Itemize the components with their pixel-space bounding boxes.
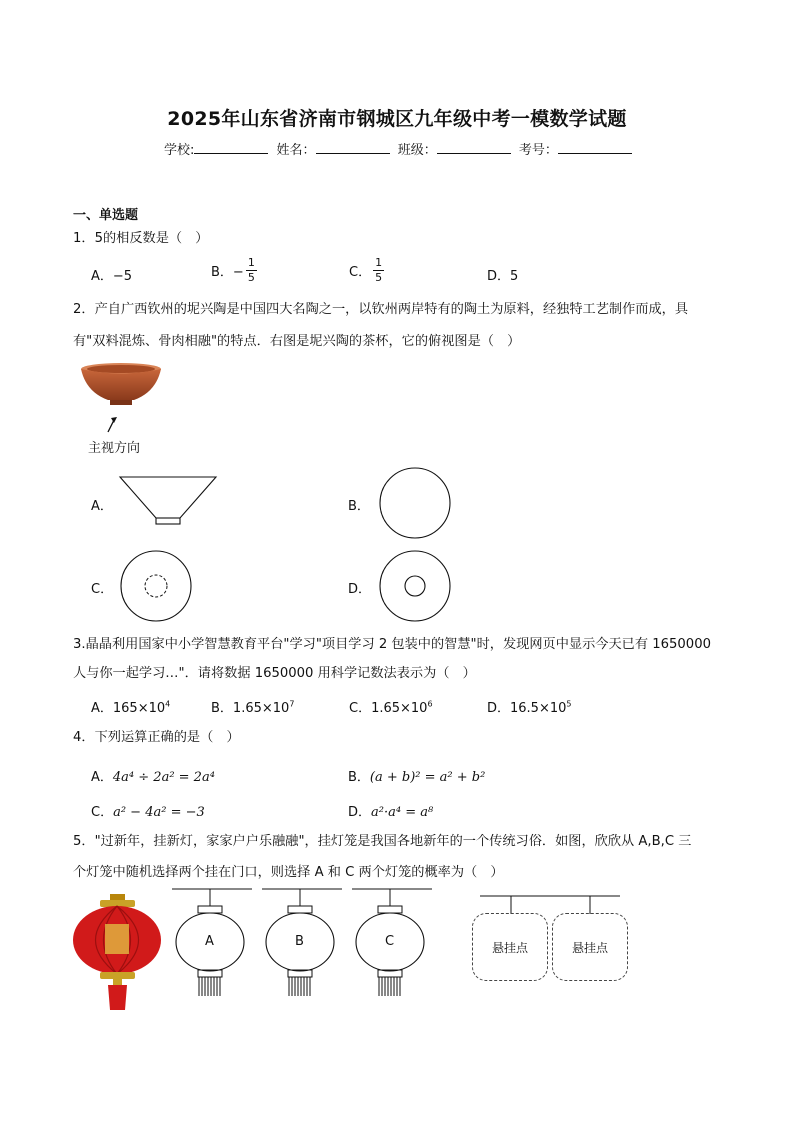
page-title: 2025年山东省济南市钢城区九年级中考一模数学试题 <box>167 108 627 130</box>
lantern-b-label: B <box>295 934 304 949</box>
q4-option-b: B．(a + b)² = a² + b² <box>348 770 486 785</box>
q2-option-a: A． <box>91 499 113 514</box>
school-blank <box>194 141 268 154</box>
section-heading: 一、单选题 <box>73 208 139 223</box>
q5-line2: 个灯笼中随机选择两个挂在门口，则选择 A 和 C 两个灯笼的概率为（ ） <box>73 865 504 880</box>
q2-line1: 2．产自广西钦州的坭兴陶是中国四大名陶之一，以钦州两岸特有的陶土为原料，经独特工艺制作而成，具 <box>73 302 689 317</box>
view-direction-label: 主视方向 <box>88 441 141 456</box>
q1-option-c: C． $\frac{1}{5}$ <box>349 256 383 284</box>
q3-option-a: A．$165\times 10^4$ <box>91 699 171 716</box>
red-lantern-image <box>70 892 165 1014</box>
q2-option-b: B． <box>348 499 370 514</box>
name-blank <box>316 141 390 154</box>
option-a-trapezoid-figure <box>118 474 220 530</box>
q2-option-c: C． <box>91 582 114 597</box>
hanging-point-1: 悬挂点 <box>472 913 548 981</box>
lantern-a-label: A <box>205 934 214 949</box>
q2-option-d: D． <box>348 582 372 597</box>
q3-option-d: D．$16.5\times 10^5$ <box>487 699 572 716</box>
exam-no-label: 考号： <box>518 143 558 158</box>
q3-option-b: B．$1.65\times 10^7$ <box>211 699 295 716</box>
q4-option-c: C．a² − 4a² = −3 <box>91 805 205 820</box>
class-blank <box>437 141 511 154</box>
q1-stem: 1．5的相反数是（ ） <box>73 231 209 246</box>
q3-line1: 3.晶晶利用国家中小学智慧教育平台"学习"项目学习 2 包装中的智慧"时，发现网页中显示今天已有 1650000 <box>73 637 711 652</box>
option-b-circle-figure <box>378 466 452 540</box>
q3-option-c: C．$1.65\times 10^6$ <box>349 699 433 716</box>
teacup-image <box>78 360 168 440</box>
q3-line2: 人与你一起学习…"．请将数据 1650000 用科学记数法表示为（ ） <box>73 666 476 681</box>
q1-c-fraction: $\frac{1}{5}$ <box>375 256 383 284</box>
q2-line2: 有"双料混炼、骨肉相融"的特点．右图是坭兴陶的茶杯，它的俯视图是（ ） <box>73 334 521 349</box>
q4-option-a: A．4a⁴ ÷ 2a² = 2a⁴ <box>91 770 215 785</box>
q1-option-a: A．−5 <box>91 269 133 284</box>
lantern-c-label: C <box>385 934 395 949</box>
q1-b-fraction: $\frac{1}{5}$ <box>247 256 255 284</box>
name-label: 姓名： <box>276 143 316 158</box>
hanging-point-2: 悬挂点 <box>552 913 628 981</box>
q4-option-d: D．a²·a⁴ = a⁸ <box>348 805 434 820</box>
q5-line1: 5．"过新年，挂新灯，家家户户乐融融"，挂灯笼是我国各地新年的一个传统习俗．如图，欣欣从 A,B,C 三 <box>73 834 692 849</box>
exam-no-blank <box>558 141 632 154</box>
option-c-dashed-circle-figure <box>119 549 193 623</box>
q1-option-b: B．− $\frac{1}{5}$ <box>211 256 255 284</box>
q4-stem: 4．下列运算正确的是（ ） <box>73 730 240 745</box>
q1-option-d: D．5 <box>487 269 519 284</box>
option-d-concentric-circle-figure <box>378 549 452 623</box>
class-label: 班级： <box>397 143 437 158</box>
school-label: 学校: <box>164 143 195 158</box>
exam-info-line <box>164 139 636 158</box>
